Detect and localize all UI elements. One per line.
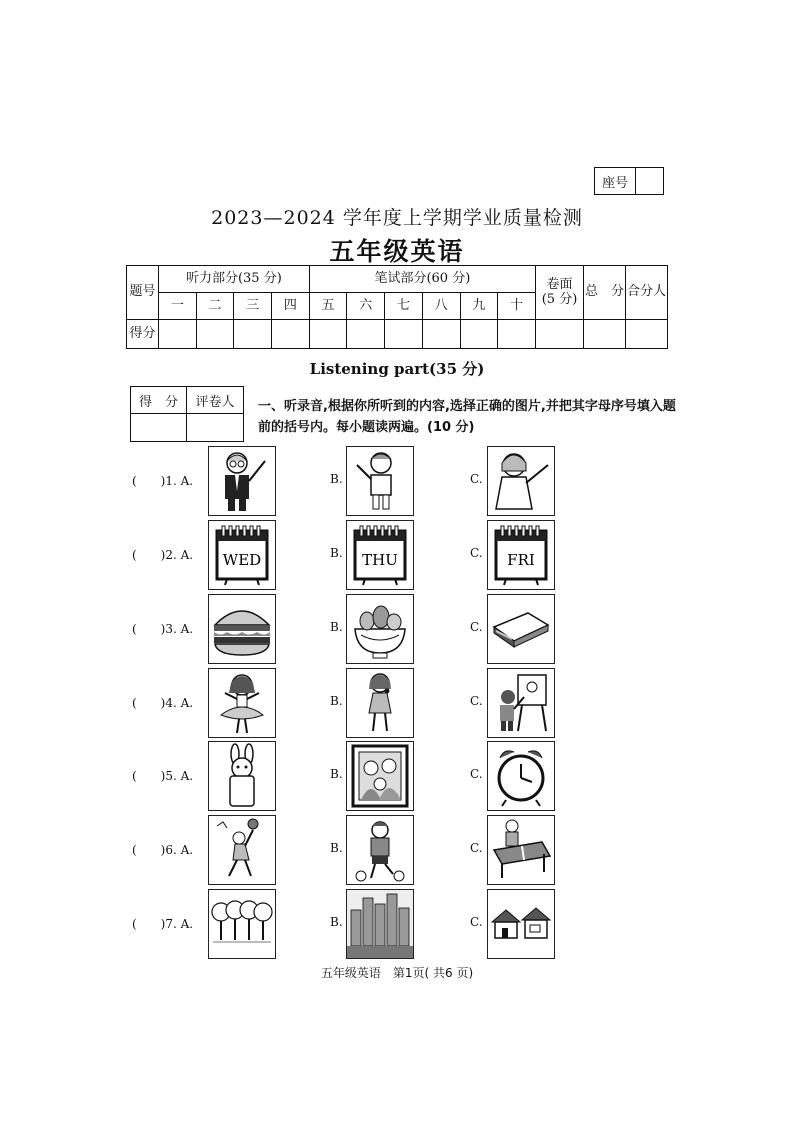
question-row (0, 741, 794, 811)
salad-bowl-icon (347, 595, 413, 663)
female-teacher-pointer-icon (488, 447, 554, 515)
boy-teacher-pointer-picture (346, 446, 414, 516)
option-label-b: B. (330, 694, 343, 708)
written-part-header: 笔试部分(60 分) (309, 266, 535, 293)
section-number: 八 (422, 293, 460, 320)
basketball-player-icon (209, 816, 275, 884)
option-label-b: B. (330, 841, 343, 855)
question-row (0, 889, 794, 959)
score-cell[interactable] (159, 320, 197, 349)
trees-picture (208, 889, 276, 959)
girl-singing-picture (346, 668, 414, 738)
score-cell[interactable] (309, 320, 347, 349)
question-row (0, 520, 794, 590)
section-number: 六 (347, 293, 385, 320)
city-buildings-picture (346, 889, 414, 959)
family-photo-picture (346, 741, 414, 811)
score-cell[interactable] (385, 320, 423, 349)
section-number: 三 (234, 293, 272, 320)
neatness-header (536, 266, 584, 320)
listening-part-header: 听力部分(35 分) (159, 266, 310, 293)
grader-score-field[interactable] (131, 414, 187, 441)
alarm-clock-picture (487, 741, 555, 811)
option-label-c: C. (470, 767, 483, 781)
calendar-day-label: FRI (507, 551, 535, 569)
family-photo-icon (347, 742, 413, 810)
football-player-picture (346, 815, 414, 885)
boy-drawing-picture (487, 668, 555, 738)
question-number[interactable]: ( )2. A. (132, 548, 194, 562)
calendar-thu-picture (346, 520, 414, 590)
neatness-points: (5 分) (541, 291, 578, 307)
score-cell[interactable] (272, 320, 310, 349)
salad-bowl-picture (346, 594, 414, 664)
option-label-b: B. (330, 472, 343, 486)
option-label-b: B. (330, 546, 343, 560)
option-label-c: C. (470, 694, 483, 708)
rabbit-bottle-icon (209, 742, 275, 810)
option-label-c: C. (470, 841, 483, 855)
hamburger-picture (208, 594, 276, 664)
listening-part-title: Listening part(35 分) (309, 360, 485, 378)
calendar-fri-icon (488, 521, 554, 589)
question-number[interactable]: ( )4. A. (132, 696, 194, 710)
score-row-label: 得分 (127, 320, 159, 349)
score-cell[interactable] (196, 320, 234, 349)
calendar-day-label: THU (362, 551, 398, 569)
calendar-wed-picture (208, 520, 276, 590)
score-cell[interactable] (498, 320, 536, 349)
question-number[interactable]: ( )6. A. (132, 843, 194, 857)
grader-name-field[interactable] (187, 414, 243, 441)
female-teacher-pointer-picture (487, 446, 555, 516)
male-teacher-pointer-icon (209, 447, 275, 515)
girl-dancing-picture (208, 668, 276, 738)
rabbit-bottle-picture (208, 741, 276, 811)
page-footer: 五年级英语 第1页( 共6 页) (320, 966, 474, 980)
section-number: 九 (460, 293, 498, 320)
boy-teacher-pointer-icon (347, 447, 413, 515)
grader-score-label: 得 分 (131, 387, 187, 414)
score-cell[interactable] (460, 320, 498, 349)
section-number: 七 (385, 293, 423, 320)
calendar-thu-icon (347, 521, 413, 589)
scorer-cell[interactable] (626, 320, 668, 349)
option-label-b: B. (330, 767, 343, 781)
male-teacher-pointer-picture (208, 446, 276, 516)
houses-picture (487, 889, 555, 959)
ping-pong-player-icon (488, 816, 554, 884)
question-row (0, 446, 794, 516)
ping-pong-player-picture (487, 815, 555, 885)
question-number[interactable]: ( )5. A. (132, 769, 194, 783)
option-label-c: C. (470, 915, 483, 929)
neatness-score-cell[interactable] (536, 320, 584, 349)
question-row (0, 815, 794, 885)
option-label-b: B. (330, 620, 343, 634)
score-table (126, 265, 668, 349)
total-score-cell[interactable] (584, 320, 626, 349)
seat-number-field[interactable] (636, 168, 663, 194)
grader-box (130, 386, 244, 442)
trees-icon (209, 890, 275, 958)
girl-singing-icon (347, 669, 413, 737)
section-number: 十 (498, 293, 536, 320)
question-number[interactable]: ( )7. A. (132, 917, 194, 931)
calendar-wed-icon (209, 521, 275, 589)
sandwich-icon (488, 595, 554, 663)
score-cell[interactable] (422, 320, 460, 349)
option-label-c: C. (470, 620, 483, 634)
section-number: 二 (196, 293, 234, 320)
football-player-icon (347, 816, 413, 884)
sandwich-picture (487, 594, 555, 664)
city-buildings-icon (347, 890, 413, 958)
subject-title: 五年级英语 (329, 237, 465, 266)
basketball-player-picture (208, 815, 276, 885)
question-number[interactable]: ( )3. A. (132, 622, 194, 636)
seat-number-box (594, 167, 664, 195)
option-label-c: C. (470, 546, 483, 560)
scorer-header: 合分人 (626, 266, 668, 320)
total-score-header: 总 分 (584, 266, 626, 320)
option-label-c: C. (470, 472, 483, 486)
calendar-fri-picture (487, 520, 555, 590)
grader-name-label: 评卷人 (187, 387, 243, 414)
option-label-b: B. (330, 915, 343, 929)
seat-number-label: 座号 (595, 168, 636, 194)
houses-icon (488, 890, 554, 958)
question-number[interactable]: ( )1. A. (132, 474, 194, 488)
exam-title: 2023—2024 学年度上学期学业质量检测 (211, 207, 583, 229)
section-number: 一 (159, 293, 197, 320)
question-number-header: 题号 (127, 266, 159, 320)
calendar-day-label: WED (222, 551, 262, 569)
question-row (0, 594, 794, 664)
alarm-clock-icon (488, 742, 554, 810)
score-cell[interactable] (347, 320, 385, 349)
boy-drawing-icon (488, 669, 554, 737)
question-row (0, 668, 794, 738)
section-instruction: 一、听录音,根据你所听到的内容,选择正确的图片,并把其字母序号填入题前的括号内。每小题读两遍。(10 分) (258, 399, 676, 435)
neatness-label: 卷面 (546, 277, 573, 293)
score-cell[interactable] (234, 320, 272, 349)
hamburger-icon (209, 595, 275, 663)
girl-dancing-icon (209, 669, 275, 737)
section-number: 五 (309, 293, 347, 320)
section-number: 四 (272, 293, 310, 320)
